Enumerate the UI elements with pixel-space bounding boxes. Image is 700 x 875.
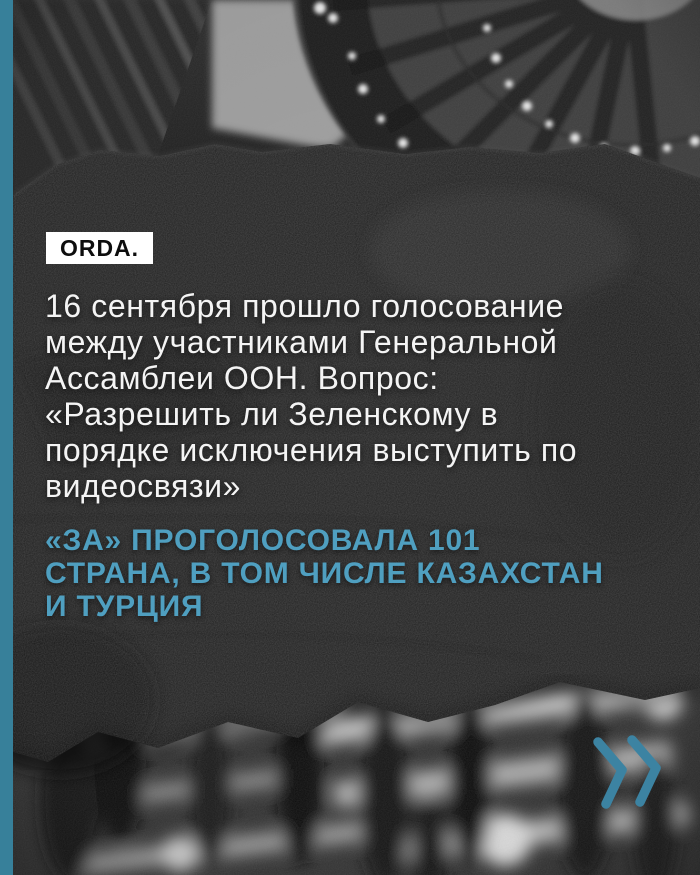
post-body-line: 16 сентября прошло голосование (45, 288, 565, 324)
post-headline-line: СТРАНА, В ТОМ ЧИСЛЕ КАЗАХСТАН (45, 557, 604, 590)
post-body-line: видеосвязи» (45, 468, 242, 504)
chevron-double-right-icon[interactable] (586, 733, 670, 813)
post-body-line: между участниками Генеральной (45, 324, 558, 360)
orda-logo-text: ORDA. (59, 234, 140, 261)
post-body-line: Ассамблеи ООН. Вопрос: (45, 360, 439, 396)
post-body (45, 288, 665, 504)
post-body-line: порядке исключения выступить по (45, 432, 578, 468)
post-headline-line: «ЗА» ПРОГОЛОСОВАЛА 101 (45, 524, 481, 557)
post-headline-line: И ТУРЦИЯ (45, 590, 204, 623)
left-accent-strip (0, 0, 13, 875)
post-headline (45, 524, 675, 623)
orda-logo (46, 232, 153, 264)
post-body-line: «Разрешить ли Зеленскому в (45, 396, 499, 432)
